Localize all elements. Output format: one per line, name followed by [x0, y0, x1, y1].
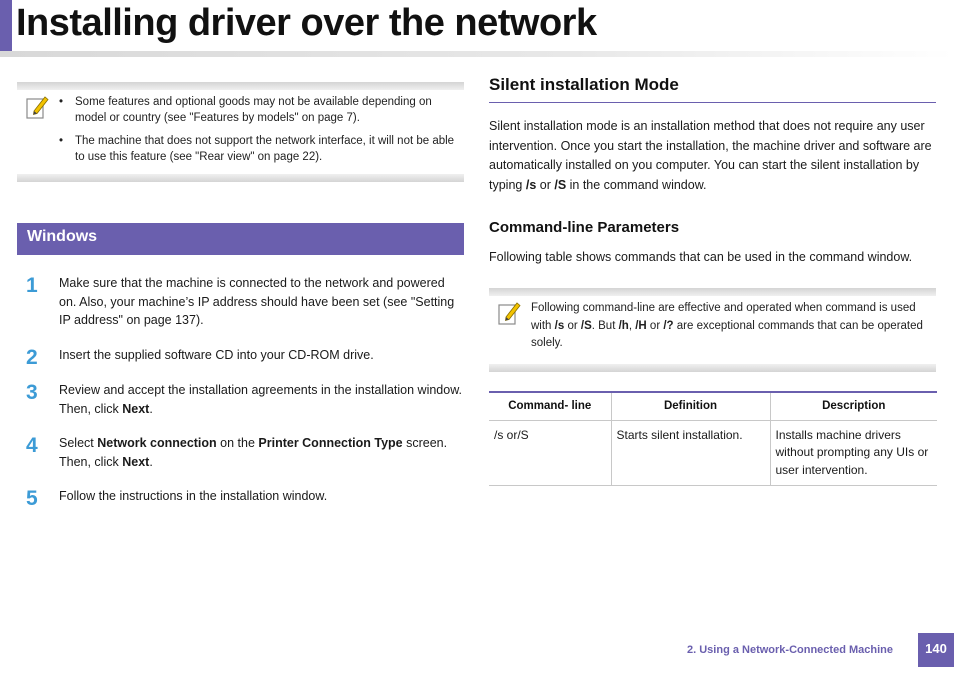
- note-top-band: [17, 82, 464, 90]
- silent-mode-paragraph: Silent installation mode is an installation method that does not require any user intervention. Once you start the installation, the machine driver and software are automatically installed on you computer. You can start the silent installation by typing /s or /S in the command window.: [489, 119, 932, 192]
- heading-command-line-parameters: Command-line Parameters: [489, 219, 680, 236]
- pencil-note-icon: [497, 300, 521, 326]
- step-text: Select Network connection on the Printer Connection Type screen. Then, click Next.: [59, 436, 448, 469]
- heading-silent-installation: Silent installation Mode: [489, 75, 679, 94]
- pencil-note-icon: [25, 94, 49, 120]
- heading-underline: [489, 102, 936, 103]
- table-cell: Starts silent installation.: [611, 420, 770, 486]
- table-row: [489, 420, 937, 486]
- title-accent-bar: [0, 0, 12, 52]
- note-text: Following command-line are effective and operated when command is used with /s or /S. But /h, /H or /? are exceptional commands that can be operated solely.: [531, 302, 923, 349]
- note-box-command-line: [489, 288, 936, 372]
- step-number: 4: [26, 434, 38, 457]
- page-title: Installing driver over the network: [16, 2, 597, 44]
- footer-chapter-label: 2. Using a Network-Connected Machine: [687, 644, 893, 656]
- params-intro: Following table shows commands that can be used in the command window.: [489, 250, 913, 264]
- note-bottom-band: [17, 174, 464, 182]
- step-number: 1: [26, 274, 38, 297]
- step-text: Review and accept the installation agreements in the installation window. Then, click Next.: [59, 383, 463, 416]
- note-item: • Some features and optional goods may not be available depending on model or country (see "Features by models" on page 7).: [59, 96, 432, 124]
- note-list: [59, 94, 459, 172]
- step-number: 2: [26, 346, 38, 369]
- table-header-command-line: Command- line: [489, 392, 611, 420]
- note-top-band: [489, 288, 936, 296]
- step-text: Insert the supplied software CD into your CD-ROM drive.: [59, 348, 374, 362]
- bullet-dot-icon: •: [59, 135, 64, 147]
- step-number: 5: [26, 487, 38, 510]
- table-header-description: Description: [770, 392, 937, 420]
- table-cell: /s or/S: [489, 420, 611, 486]
- note-box-features: [17, 82, 464, 182]
- table-cell: Installs machine drivers without prompting any UIs or user intervention.: [770, 420, 937, 486]
- step-number: 3: [26, 381, 38, 404]
- step-text: Follow the instructions in the installation window.: [59, 489, 328, 503]
- bullet-dot-icon: •: [59, 96, 64, 108]
- page-number-badge: 140: [918, 633, 954, 667]
- table-header-row: [489, 392, 937, 420]
- section-heading-windows: Windows: [17, 223, 464, 255]
- command-line-table: [489, 391, 937, 486]
- note-bottom-band: [489, 364, 936, 372]
- note-item: • The machine that does not support the network interface, it will not be able to use this feature (see "Rear view" on page 22).: [59, 135, 455, 163]
- step-text: Make sure that the machine is connected to the network and powered on. Also, your machine’s IP address should have been set (see "Setting IP address" on page 137).: [59, 276, 455, 327]
- title-divider: [0, 51, 954, 57]
- table-header-definition: Definition: [611, 392, 770, 420]
